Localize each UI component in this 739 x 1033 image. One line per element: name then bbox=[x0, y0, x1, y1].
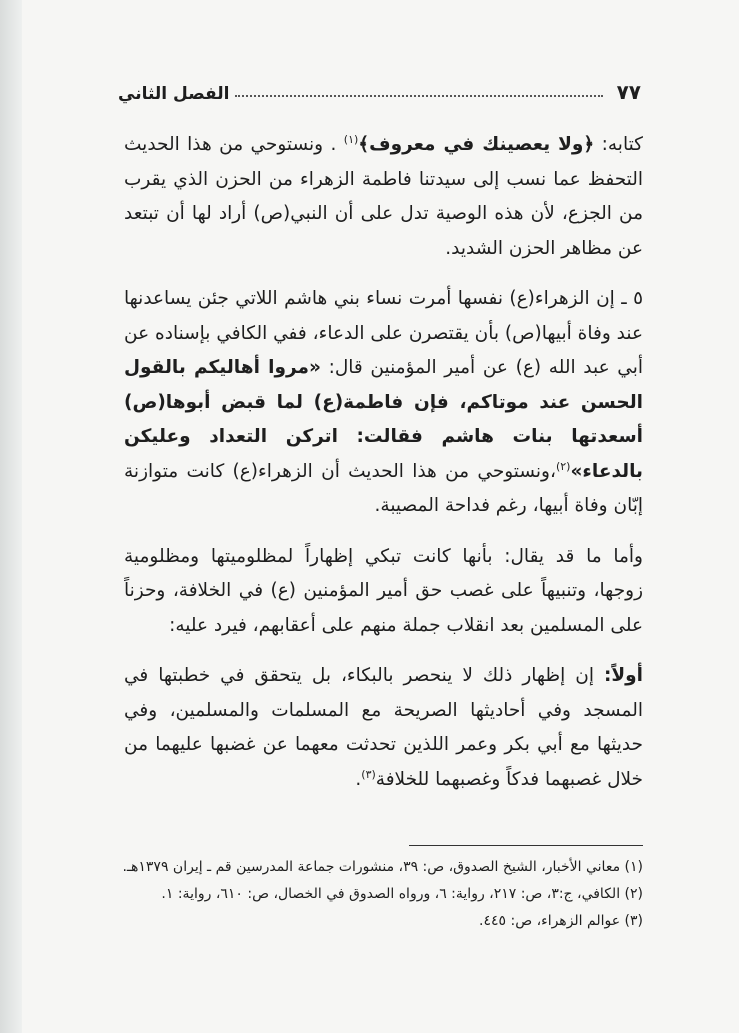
footnote-3: (٣) عوالم الزهراء، ص: ٤٤٥. bbox=[479, 913, 643, 929]
running-header bbox=[118, 74, 641, 104]
footnote-ref-3: (٣) bbox=[361, 767, 376, 781]
footnote-ref-2: (٢) bbox=[555, 459, 571, 473]
paragraph-1 bbox=[124, 128, 643, 266]
page-edge-shadow bbox=[0, 0, 22, 1033]
paragraph-1-prefix: كتابه: bbox=[594, 134, 643, 155]
paragraph-3 bbox=[124, 540, 643, 644]
paragraph-2-text-b: ،ونستوحي من هذا الحديث أن الزهراء(ع) كانت متوازنة إبّان وفاة أبيها، رغم فداحة المصيبة. bbox=[124, 460, 643, 516]
header-dotted-leader bbox=[235, 95, 602, 97]
main-text bbox=[124, 128, 643, 813]
paragraph-4-text: إن إظهار ذلك لا ينحصر بالبكاء، بل يتحقق في خطبتها في المسجد وفي أحاديثها الصريحة مع المسلمات والمسلمين، وفي حديثها مع أبي بكر وعمر اللذين تحدثت معهما عن غضبها عليهما من خلال غصبهما فدكاً وغصبهما للخلافة bbox=[124, 665, 643, 790]
footnote-2: (٢) الكافي، ج:٣، ص: ٢١٧، رواية: ٦، ورواه الصدوق في الخصال، ص: ٦١٠، رواية: ١. bbox=[161, 886, 643, 902]
chapter-title: الفصل الثاني bbox=[118, 84, 230, 104]
quran-quote: ﴿ولا يعصينك في معروف﴾ bbox=[358, 134, 595, 155]
footnote-ref-1: (١) bbox=[343, 132, 359, 146]
paragraph-2-text-a: ٥ ـ إن الزهراء(ع) نفسها أمرت نساء بني هاشم اللاتي جئن يساعدنها عند وفاة أبيها(ص) بأن يقتصرن على الدعاء، ففي الكافي بإسناده عن أبي عبد الله (ع) عن أمير المؤمنين قال: bbox=[124, 288, 643, 378]
footnote-1: (١) معاني الأخبار، الشيخ الصدوق، ص: ٣٩، منشورات جماعة المدرسين قم ـ إيران ١٣٧٩هـ. bbox=[122, 859, 643, 875]
paragraph-2 bbox=[124, 282, 643, 524]
paragraph-3-text: وأما ما قد يقال: بأنها كانت تبكي إظهاراً لمظلوميتها ومظلومية زوجها، وتنبيهاً على غصب حق أمير المؤمنين (ع) في الخلافة، وحزناً على المسلمين بعد انقلاب جملة منهم على أعقابهم، فيرد عليه: bbox=[124, 545, 643, 636]
paragraph-4 bbox=[124, 659, 643, 797]
hadith-quote: «مروا أهاليكم بالقول الحسن عند موتاكم، فإن فاطمة(ع) لما قبض أبوها(ص) أسعدتها بنات هاشم فقالت: اتركن التعداد وعليكن بالدعاء» bbox=[124, 357, 643, 482]
paragraph-4-end: . bbox=[355, 768, 362, 790]
paragraph-4-lead: أولاً: bbox=[603, 665, 643, 686]
footnote-separator bbox=[409, 845, 643, 846]
paragraph-1-text: . ونستوحي من هذا الحديث التحفظ عما نسب إلى سيدتنا فاطمة الزهراء من الحزن الذي يقرب من الجزع، لأن هذه الوصية تدل على أن النبي(ص) أراد لها أن تبتعد عن مظاهر الحزن الشديد. bbox=[124, 134, 643, 259]
footnotes bbox=[124, 854, 643, 935]
page-number: ٧٧ bbox=[616, 80, 641, 104]
